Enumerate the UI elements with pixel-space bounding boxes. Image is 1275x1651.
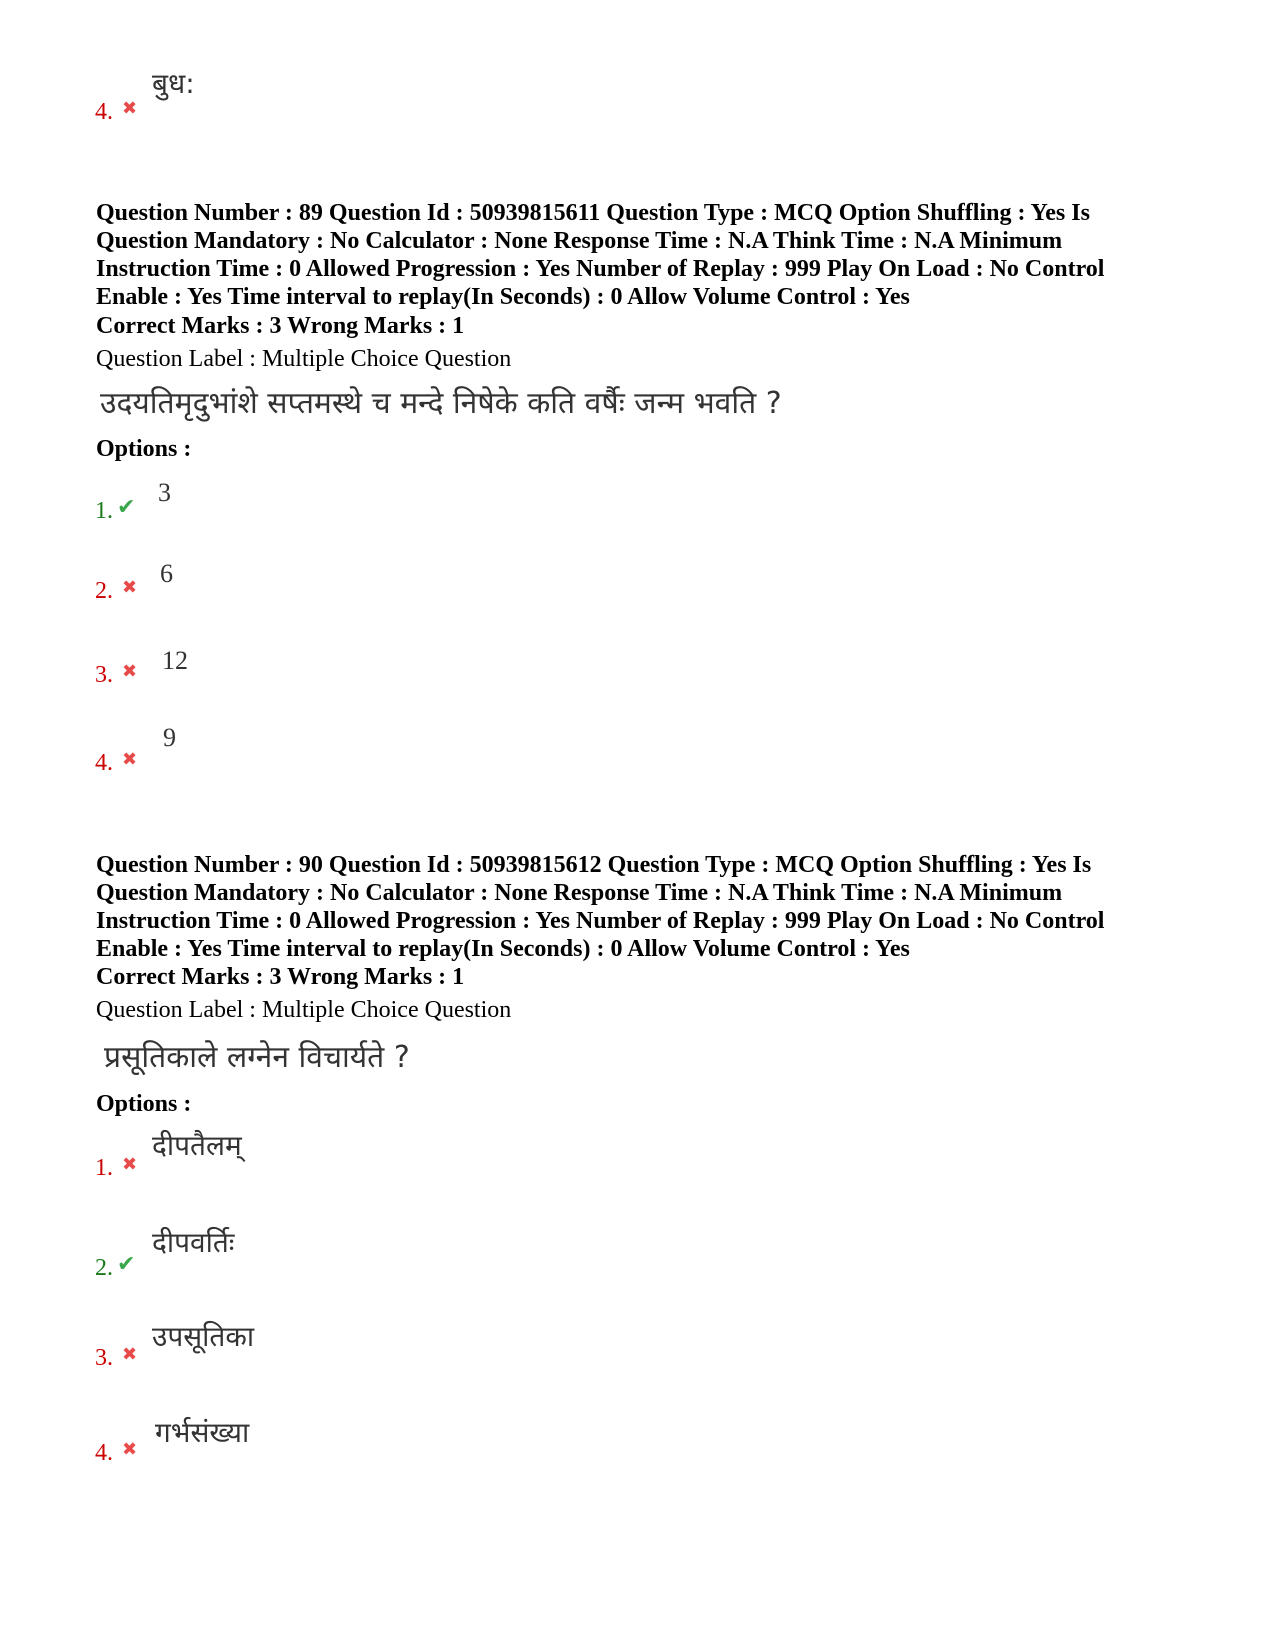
option-number: 4. bbox=[95, 1440, 113, 1466]
option-number: 2. bbox=[95, 1255, 113, 1281]
question-meta-line: Question Mandatory : No Calculator : None Response Time : N.A Think Time : N.A Minimum bbox=[96, 880, 1063, 906]
question-meta-line: Enable : Yes Time interval to replay(In Seconds) : 0 Allow Volume Control : Yes bbox=[96, 936, 910, 962]
question-label: Question Label : Multiple Choice Question bbox=[96, 346, 512, 372]
wrong-mark-icon: ✖ bbox=[122, 1344, 138, 1365]
option-number: 3. bbox=[95, 1345, 113, 1371]
wrong-mark-icon: ✖ bbox=[122, 749, 138, 770]
option-number: 2. bbox=[95, 578, 113, 604]
question-meta-line: Question Number : 89 Question Id : 50939815611 Question Type : MCQ Option Shuffling : Yes Is bbox=[96, 200, 1090, 226]
option-number: 1. bbox=[95, 1155, 113, 1181]
question-meta-line: Question Mandatory : No Calculator : None Response Time : N.A Think Time : N.A Minimum bbox=[96, 228, 1063, 254]
wrong-mark-icon: ✖ bbox=[122, 661, 138, 682]
option-text: दीपवर्तिः bbox=[152, 1226, 235, 1259]
option-text: 3 bbox=[158, 478, 171, 507]
option-text: दीपतैलम् bbox=[152, 1129, 242, 1162]
question-text: उदयतिमृदुभांशे सप्तमस्थे च मन्दे निषेके कति वर्षैः जन्म भवति ? bbox=[100, 386, 782, 421]
option-text: 6 bbox=[160, 559, 173, 588]
question-meta-line: Enable : Yes Time interval to replay(In Seconds) : 0 Allow Volume Control : Yes bbox=[96, 284, 910, 310]
marks-line: Correct Marks : 3 Wrong Marks : 1 bbox=[96, 313, 465, 339]
question-meta-line: Instruction Time : 0 Allowed Progression : Yes Number of Replay : 999 Play On Load : No Control bbox=[96, 256, 1105, 282]
option-text: बुध: bbox=[152, 67, 195, 100]
option-text: गर्भसंख्या bbox=[155, 1416, 250, 1449]
option-text: 9 bbox=[163, 723, 176, 752]
wrong-mark-icon: ✖ bbox=[122, 98, 138, 119]
wrong-mark-icon: ✖ bbox=[122, 1154, 138, 1175]
question-meta bbox=[96, 851, 1196, 963]
wrong-mark-icon: ✖ bbox=[122, 1439, 138, 1460]
option-number: 4. bbox=[95, 750, 113, 776]
option-number: 4. bbox=[95, 99, 113, 125]
correct-check-icon: ✔ bbox=[117, 1252, 136, 1277]
option-number: 1. bbox=[95, 498, 113, 524]
option-number: 3. bbox=[95, 662, 113, 688]
options-heading: Options : bbox=[96, 436, 192, 462]
question-text: प्रसूतिकाले लग्नेन विचार्यते ? bbox=[104, 1040, 410, 1075]
question-meta bbox=[96, 199, 1196, 311]
question-label: Question Label : Multiple Choice Question bbox=[96, 997, 512, 1023]
correct-check-icon: ✔ bbox=[117, 495, 136, 520]
option-text: 12 bbox=[162, 646, 188, 675]
wrong-mark-icon: ✖ bbox=[122, 577, 138, 598]
marks-line: Correct Marks : 3 Wrong Marks : 1 bbox=[96, 964, 465, 990]
options-heading: Options : bbox=[96, 1091, 192, 1117]
option-text: उपसूतिका bbox=[152, 1320, 255, 1353]
question-meta-line: Question Number : 90 Question Id : 50939815612 Question Type : MCQ Option Shuffling : Yes Is bbox=[96, 852, 1092, 878]
question-meta-line: Instruction Time : 0 Allowed Progression : Yes Number of Replay : 999 Play On Load : No Control bbox=[96, 908, 1105, 934]
